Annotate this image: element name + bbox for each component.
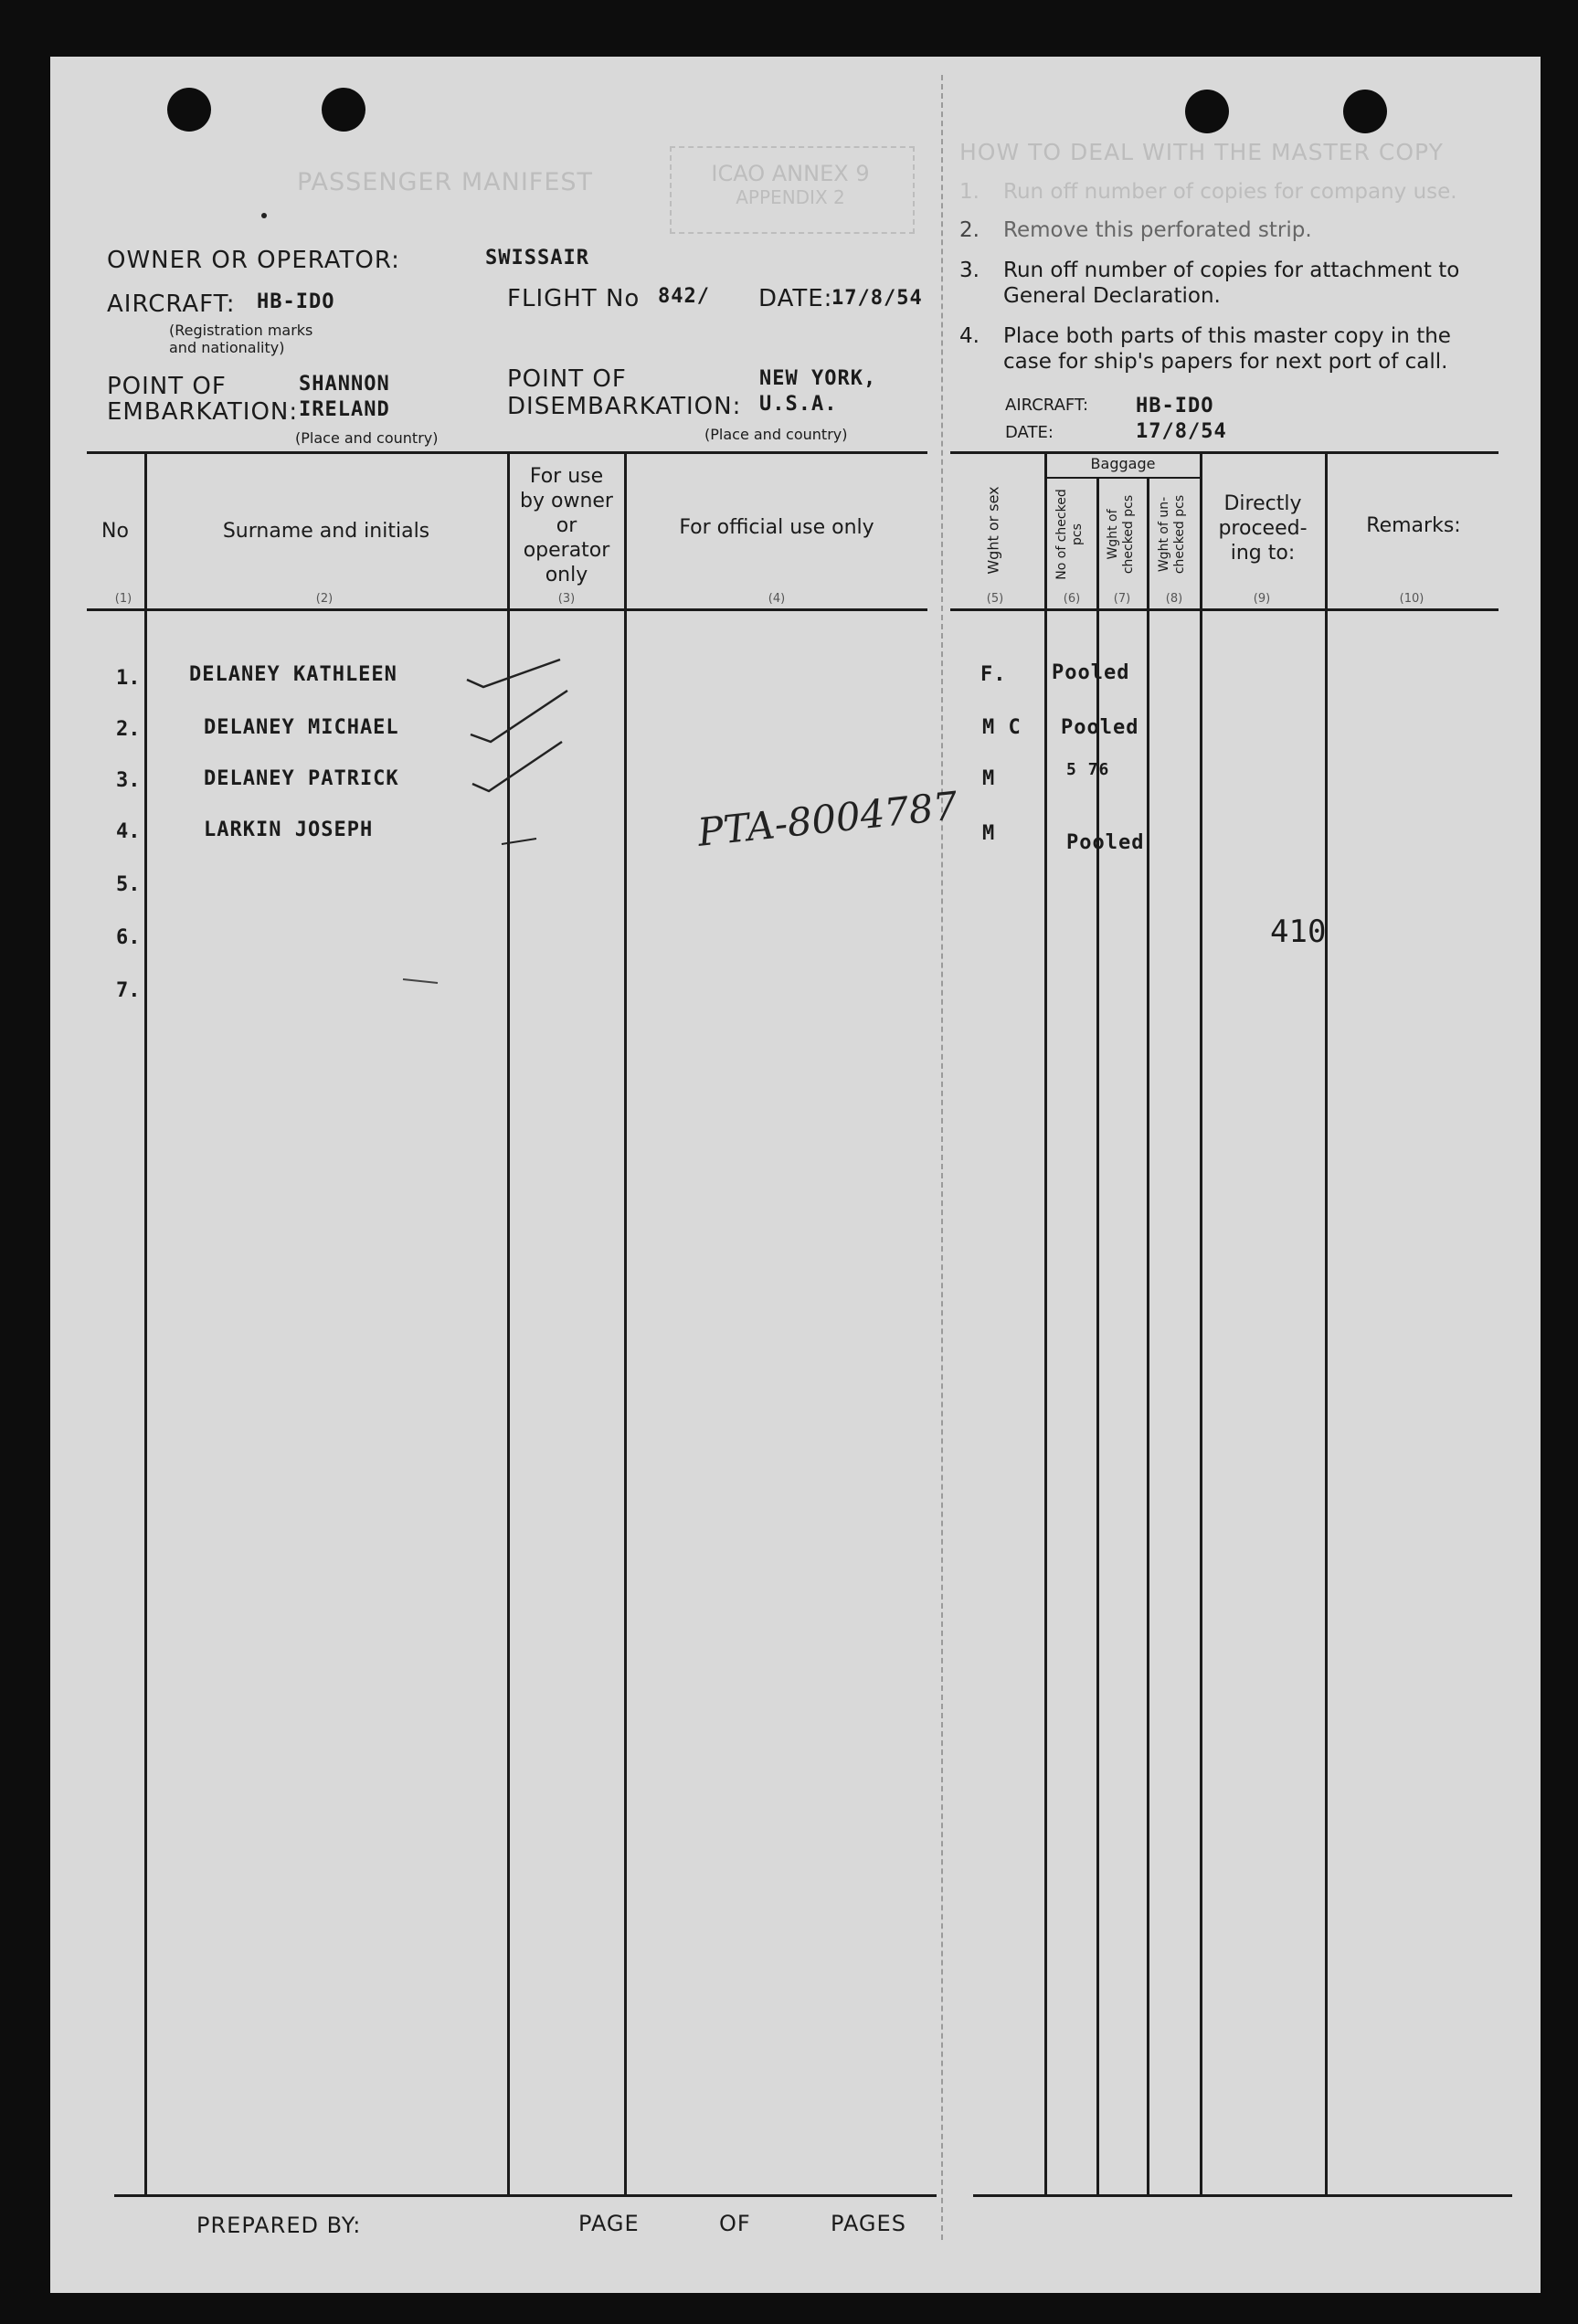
aircraft-note-1: (Registration marks xyxy=(169,322,313,339)
pages-label: PAGES xyxy=(831,2211,906,2236)
disembarkation-label-2: DISEMBARKATION: xyxy=(507,393,742,420)
col-line-8 xyxy=(1325,451,1328,2196)
of-label: OF xyxy=(719,2211,751,2236)
col-num-6: (6) xyxy=(1063,592,1081,606)
embarkation-value-2: IRELAND xyxy=(299,398,390,421)
flight-label: FLIGHT No xyxy=(507,285,641,312)
stray-mark xyxy=(403,979,438,983)
col-num-10: (10) xyxy=(1399,592,1424,606)
col-num-8: (8) xyxy=(1165,592,1183,606)
dash-mark-4 xyxy=(502,839,536,844)
annex-line-2: APPENDIX 2 xyxy=(736,186,845,208)
row-4-baggage: Pooled xyxy=(1066,831,1145,854)
header-owner-4: operator xyxy=(523,539,610,562)
disembarkation-label-1: POINT OF xyxy=(507,365,627,393)
strip-aircraft-value: HB-IDO xyxy=(1136,395,1214,417)
owner-value: SWISSAIR xyxy=(485,247,589,269)
owner-label: OWNER OR OPERATOR: xyxy=(107,247,400,274)
col-line-7 xyxy=(1200,451,1202,2196)
col-num-7: (7) xyxy=(1113,592,1131,606)
footer-line-left xyxy=(114,2194,937,2197)
row-3-number: 3. xyxy=(116,769,141,792)
disembarkation-value-1: NEW YORK, xyxy=(759,367,877,390)
header-surname: Surname and initials xyxy=(222,520,430,543)
row-3-sex: M xyxy=(982,767,996,790)
row-7-number: 7. xyxy=(116,979,141,1002)
header-owner-2: by owner xyxy=(520,490,613,512)
instruction-2-text: Remove this perforated strip. xyxy=(1003,218,1312,242)
check-mark-2 xyxy=(471,691,567,742)
header-owner-1: For use xyxy=(529,465,604,488)
page-label: PAGE xyxy=(578,2211,640,2236)
instruction-4-text-1: Place both parts of this master copy in the xyxy=(1003,324,1451,348)
header-proceeding-2: proceed- xyxy=(1218,517,1308,540)
row-5-number: 5. xyxy=(116,873,141,896)
aircraft-value: HB-IDO xyxy=(257,290,335,313)
instructions-title: HOW TO DEAL WITH THE MASTER COPY xyxy=(959,139,1444,165)
handwritten-official-number: PTA-8004787 xyxy=(695,783,960,855)
row-2-number: 2. xyxy=(116,718,141,741)
col-num-1: (1) xyxy=(114,592,132,606)
date-value: 17/8/54 xyxy=(831,287,923,310)
row-1-name: DELANEY KATHLEEN xyxy=(189,663,397,686)
row-4-number: 4. xyxy=(116,820,141,843)
embarkation-value-1: SHANNON xyxy=(299,373,390,396)
date-label: DATE: xyxy=(758,285,833,312)
row-2-sex: M C xyxy=(982,716,1022,739)
annex-line-1: ICAO ANNEX 9 xyxy=(711,161,870,186)
header-bottom-line-right xyxy=(950,608,1499,611)
header-no: No xyxy=(101,520,129,543)
check-mark-3 xyxy=(472,742,562,791)
disembarkation-value-2: U.S.A. xyxy=(759,393,838,416)
manifest-page xyxy=(50,57,1541,2293)
stray-marks xyxy=(397,970,471,988)
row-1-baggage: Pooled xyxy=(1052,661,1130,684)
strip-date-value: 17/8/54 xyxy=(1136,420,1227,443)
col-num-9: (9) xyxy=(1253,592,1271,606)
col-num-4: (4) xyxy=(768,592,786,606)
row-1-number: 1. xyxy=(116,667,141,690)
col-num-2: (2) xyxy=(315,592,334,606)
disembarkation-note: (Place and country) xyxy=(704,426,848,443)
baggage-header-line xyxy=(1046,477,1200,479)
row-6-number: 6. xyxy=(116,926,141,949)
header-official: For official use only xyxy=(679,516,874,539)
row-2-baggage: Pooled xyxy=(1061,716,1139,739)
punch-hole-4 xyxy=(1343,90,1387,133)
row-3-baggage: 5 76 xyxy=(1066,760,1110,779)
strip-aircraft-label: AIRCRAFT: xyxy=(1005,396,1089,415)
header-owner-3: or xyxy=(556,514,577,537)
row-4-name: LARKIN JOSEPH xyxy=(204,819,374,841)
row-2-name: DELANEY MICHAEL xyxy=(204,716,399,739)
col-line-4 xyxy=(1044,451,1047,2196)
prepared-by-label: PREPARED BY: xyxy=(196,2213,362,2238)
row-1-sex: F. xyxy=(980,663,1007,686)
embarkation-note: (Place and country) xyxy=(295,429,439,447)
header-proceeding-3: ing to: xyxy=(1230,542,1296,565)
instruction-4-num: 4. xyxy=(959,324,980,348)
instruction-1-text: Run off number of copies for company use. xyxy=(1003,180,1457,204)
header-proceeding-1: Directly xyxy=(1223,492,1302,515)
punch-hole-2 xyxy=(322,88,365,132)
perforation-line xyxy=(941,75,943,2240)
aircraft-note-2: and nationality) xyxy=(169,339,285,356)
stamp-number: 410 xyxy=(1270,914,1327,950)
instruction-1-num: 1. xyxy=(959,180,980,204)
header-owner-5: only xyxy=(545,564,588,586)
instruction-3-text-1: Run off number of copies for attachment to xyxy=(1003,259,1460,282)
col-num-3: (3) xyxy=(557,592,576,606)
punch-hole-3 xyxy=(1185,90,1229,133)
header-remarks: Remarks: xyxy=(1366,514,1461,537)
footer-line-right xyxy=(973,2194,1512,2197)
check-mark-1 xyxy=(467,660,560,687)
aircraft-label: AIRCRAFT: xyxy=(107,290,236,318)
check-marks xyxy=(452,605,580,915)
row-4-sex: M xyxy=(982,822,996,845)
embarkation-label-1: POINT OF xyxy=(107,373,227,400)
col-line-6 xyxy=(1147,477,1149,2196)
embarkation-label-2: EMBARKATION: xyxy=(107,398,299,426)
bullet-dot xyxy=(259,210,277,228)
header-weight-sex: Wght or sex xyxy=(984,486,1002,575)
header-checked-weight: Wght of checked pcs xyxy=(1106,494,1136,575)
header-baggage: Baggage xyxy=(1090,455,1156,472)
col-line-3 xyxy=(624,451,627,2196)
col-num-5: (5) xyxy=(986,592,1004,606)
header-unchecked-weight: Wght of un-checked pcs xyxy=(1157,494,1187,575)
instruction-4-text-2: case for ship's papers for next port of call. xyxy=(1003,350,1448,374)
flight-value: 842/ xyxy=(658,285,710,308)
instruction-3-num: 3. xyxy=(959,259,980,282)
header-checked-pcs: No of checked pcs xyxy=(1054,489,1085,580)
form-title: PASSENGER MANIFEST xyxy=(297,168,594,196)
punch-hole-1 xyxy=(167,88,211,132)
col-line-1 xyxy=(144,451,147,2196)
table-top-line-right xyxy=(950,451,1499,454)
row-3-name: DELANEY PATRICK xyxy=(204,767,399,790)
strip-date-label: DATE: xyxy=(1005,423,1054,442)
instruction-2-num: 2. xyxy=(959,218,980,242)
instruction-3-text-2: General Declaration. xyxy=(1003,284,1221,308)
